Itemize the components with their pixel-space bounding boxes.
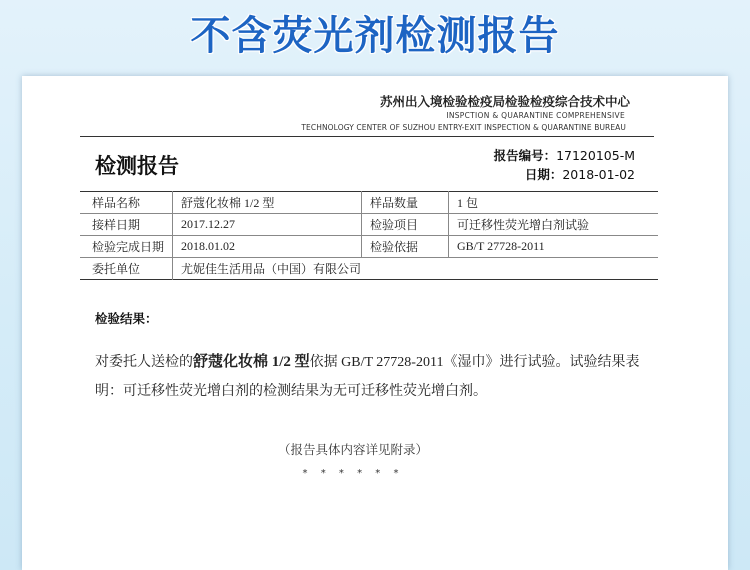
table-row [80, 258, 658, 280]
organization-name-en-line2: TECHNOLOGY CENTER OF SUZHOU ENTRY-EXIT INSPECTION & QUARANTINE BUREAU [301, 123, 626, 132]
table-label: 检验依据 [362, 236, 449, 258]
results-sample-name: 舒蔻化妆棉 1/2 型 [193, 354, 310, 370]
report-date [430, 165, 635, 183]
table-row [80, 214, 658, 236]
results-text-prefix: 对委托人送检的 [95, 355, 193, 370]
table-value: GB/T 27728-2011 [449, 236, 658, 258]
report-number-value: 17120105-M [556, 148, 635, 163]
table-label: 检验完成日期 [80, 236, 173, 258]
organization-name-cn: 苏州出入境检验检疫局检验检疫综合技术中心 [379, 94, 630, 109]
table-value: 舒蔻化妆棉 1/2 型 [173, 192, 362, 214]
table-row [80, 192, 658, 214]
table-row [80, 236, 658, 258]
report-date-value: 2018-01-02 [562, 167, 635, 182]
results-text [95, 348, 655, 406]
table-label: 样品名称 [80, 192, 173, 214]
table-label: 接样日期 [80, 214, 173, 236]
report-date-label: 日期： [524, 167, 563, 182]
table-label: 委托单位 [80, 258, 173, 280]
table-label: 样品数量 [362, 192, 449, 214]
sample-info-table [80, 191, 658, 280]
report-title: 检测报告 [95, 154, 179, 178]
table-value: 可迁移性荧光增白剂试验 [449, 214, 658, 236]
header-divider [80, 136, 654, 137]
results-heading: 检验结果： [95, 311, 158, 326]
end-marker: * * * * * * [302, 468, 404, 479]
table-value: 尤妮佳生活用品（中国）有限公司 [181, 262, 362, 276]
table-value: 2017.12.27 [173, 214, 362, 236]
table-value: 1 包 [449, 192, 658, 214]
table-label: 检验项目 [362, 214, 449, 236]
report-number [430, 146, 635, 164]
table-value: 2018.01.02 [173, 236, 362, 258]
report-number-label: 报告编号： [493, 148, 557, 163]
appendix-note: （报告具体内容详见附录） [277, 443, 428, 457]
results-text-rest: 依据 GB/T 27728-2011《湿巾》进行试验。试验结果表明：可迁移性荧光增白剂的检测结果为无可迁移性荧光增白剂。 [95, 355, 640, 399]
banner-title: 不含荧光剂检测报告 [190, 13, 560, 59]
organization-name-en-line1: INSPCTION & QUARANTINE COMPREHENSIVE [446, 111, 625, 120]
